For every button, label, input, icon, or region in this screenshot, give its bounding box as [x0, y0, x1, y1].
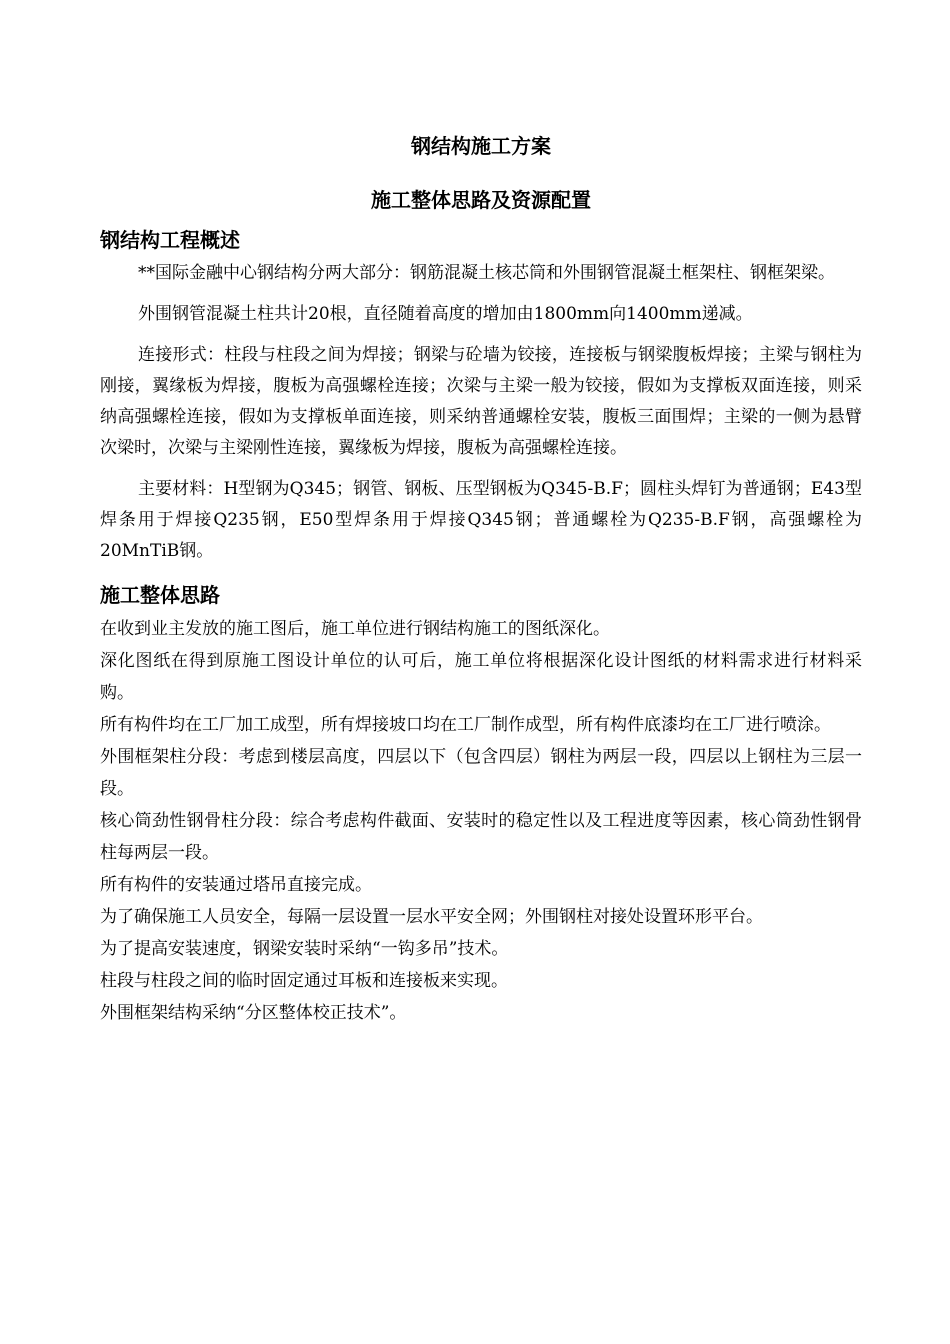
- document-subtitle: 施工整体思路及资源配置: [371, 188, 591, 212]
- document-body: [100, 128, 862, 1029]
- approach-item: 为了提高安装速度，钢梁安装时采纳“一钩多吊”技术。: [100, 939, 509, 959]
- approach-item: 所有构件的安装通过塔吊直接完成。: [100, 875, 372, 895]
- overview-paragraph: 主要材料：H型钢为Q345；钢管、钢板、压型钢板为Q345-B.F；圆柱头焊钉为普通钢；E43型焊条用于焊接Q235钢，E50型焊条用于焊接Q345钢；普通螺栓为Q235-B.F钢，高强螺栓为20MnTiB钢。: [100, 479, 862, 561]
- approach-item: 所有构件均在工厂加工成型，所有焊接坡口均在工厂制作成型，所有构件底漆均在工厂进行喷涂。: [100, 715, 831, 735]
- approach-item: 柱段与柱段之间的临时固定通过耳板和连接板来实现。: [100, 971, 508, 991]
- section-heading-overview: 钢结构工程概述: [100, 228, 240, 252]
- overview-paragraph: 外围钢管混凝土柱共计20根，直径随着高度的增加由1800mm向1400mm递减。: [138, 304, 753, 324]
- section-heading-approach: 施工整体思路: [100, 583, 220, 607]
- approach-item: 外围框架柱分段：考虑到楼层高度，四层以下（包含四层）钢柱为两层一段，四层以上钢柱为三层一段。: [100, 747, 862, 799]
- approach-item: 外围框架结构采纳“分区整体校正技术”。: [100, 1003, 407, 1023]
- overview-paragraph: **国际金融中心钢结构分两大部分：钢筋混凝土核芯筒和外围钢管混凝土框架柱、钢框架梁。: [138, 263, 835, 283]
- approach-item: 在收到业主发放的施工图后，施工单位进行钢结构施工的图纸深化。: [100, 619, 610, 639]
- approach-item: 核心筒劲性钢骨柱分段：综合考虑构件截面、安装时的稳定性以及工程进度等因素，核心筒劲性钢骨柱每两层一段。: [100, 811, 862, 863]
- approach-item: 为了确保施工人员安全，每隔一层设置一层水平安全网；外围钢柱对接处设置环形平台。: [100, 907, 763, 927]
- approach-item: 深化图纸在得到原施工图设计单位的认可后，施工单位将根据深化设计图纸的材料需求进行材料采购。: [100, 651, 862, 703]
- overview-paragraph: 连接形式：柱段与柱段之间为焊接；钢梁与砼墙为铰接，连接板与钢梁腹板焊接；主梁与钢柱为刚接，翼缘板为焊接，腹板为高强螺栓连接；次梁与主梁一般为铰接，假如为支撑板双面连接，则采纳高强螺栓连接，假如为支撑板单面连接，则采纳普通螺栓安装，腹板三面围焊；主梁的一侧为悬臂次梁时，次梁与主梁刚性连接，翼缘板为焊接，腹板为高强螺栓连接。: [100, 345, 862, 458]
- document-title: 钢结构施工方案: [411, 134, 551, 158]
